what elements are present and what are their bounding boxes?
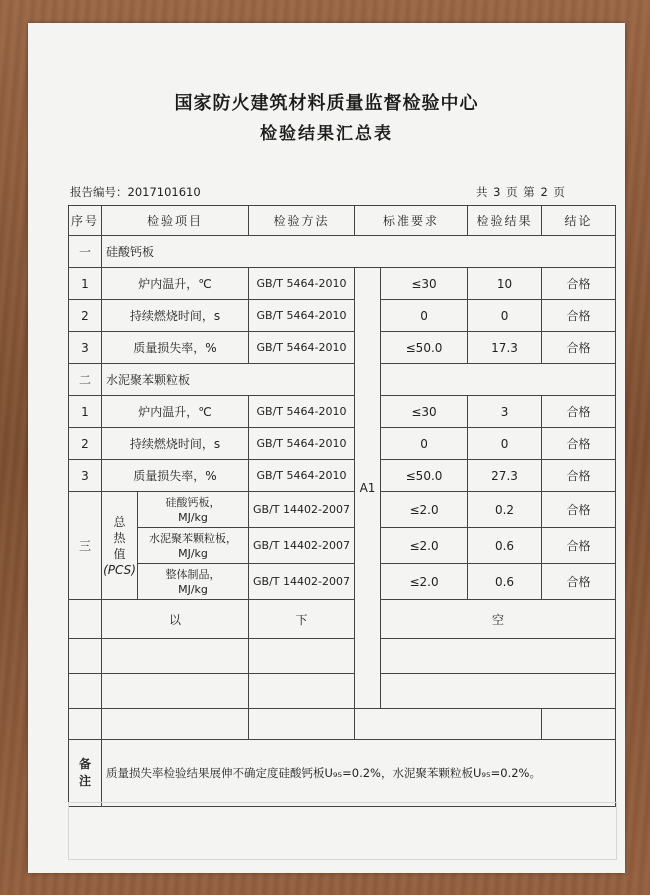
- col-method: 检验方法: [249, 206, 355, 236]
- table-row: 整体制品， MJ/kg GB/T 14402-2007 ≤2.0 0.6 合格: [69, 564, 616, 600]
- table-row: 2 持续燃烧时间，s GB/T 5464-2010 0 0 合格: [69, 428, 616, 460]
- col-requirement: 标准要求: [355, 206, 468, 236]
- table-row: 1 炉内温升，℃ GB/T 5464-2010 ≤30 3 合格: [69, 396, 616, 428]
- report-page: [28, 23, 625, 873]
- empty-row: [69, 709, 616, 740]
- summary-title: 检验结果汇总表: [260, 124, 393, 144]
- table-row: 3 质量损失率，% GB/T 5464-2010 ≤50.0 17.3 合格: [69, 332, 616, 364]
- faded-bottom-box: [68, 802, 617, 860]
- empty-row: [69, 639, 616, 674]
- pcs-label: 总 热 值 (PCS): [102, 492, 138, 600]
- note-text: 质量损失率检验结果展伸不确定度硅酸钙板U₉₅=0.2%，水泥聚苯颗粒板U₉₅=0.2%。: [102, 740, 616, 807]
- section-no: 二: [69, 364, 102, 396]
- section-no: 一: [69, 236, 102, 268]
- report-number: [70, 184, 201, 200]
- section-row: [69, 236, 616, 268]
- empty-row: [69, 674, 616, 709]
- section-no: 三: [69, 492, 102, 600]
- results-table: [68, 205, 616, 807]
- section-name: 硅酸钙板: [102, 236, 616, 268]
- page-info: 共 3 页 第 2 页: [476, 185, 566, 199]
- section-name: 水泥聚苯颗粒板: [102, 364, 355, 396]
- col-conclusion: 结论: [542, 206, 616, 236]
- col-item: 检验项目: [102, 206, 249, 236]
- col-result: 检验结果: [468, 206, 542, 236]
- grade-cell: A1: [355, 268, 381, 709]
- center-title: 国家防火建筑材料质量监督检验中心: [174, 93, 479, 114]
- col-no: 序号: [69, 206, 102, 236]
- section-row: [69, 364, 616, 396]
- note-label: 备 注: [69, 740, 102, 807]
- header-row: [69, 206, 616, 236]
- table-row: 3 质量损失率，% GB/T 5464-2010 ≤50.0 27.3 合格: [69, 460, 616, 492]
- blank-row: 以 下 空: [69, 600, 616, 639]
- table-row: 1 炉内温升，℃ GB/T 5464-2010 A1 ≤30 10 合格: [69, 268, 616, 300]
- table-row: 三 总 热 值 (PCS) 硅酸钙板， MJ/kg GB/T 14402-2007 ≤2.0 0.2 合格: [69, 492, 616, 528]
- note-row: [69, 740, 616, 807]
- table-row: 2 持续燃烧时间，s GB/T 5464-2010 0 0 合格: [69, 300, 616, 332]
- table-row: 水泥聚苯颗粒板， MJ/kg GB/T 14402-2007 ≤2.0 0.6 合格: [69, 528, 616, 564]
- report-number-value: 2017101610: [127, 185, 201, 199]
- report-number-label: 报告编号：: [70, 185, 128, 199]
